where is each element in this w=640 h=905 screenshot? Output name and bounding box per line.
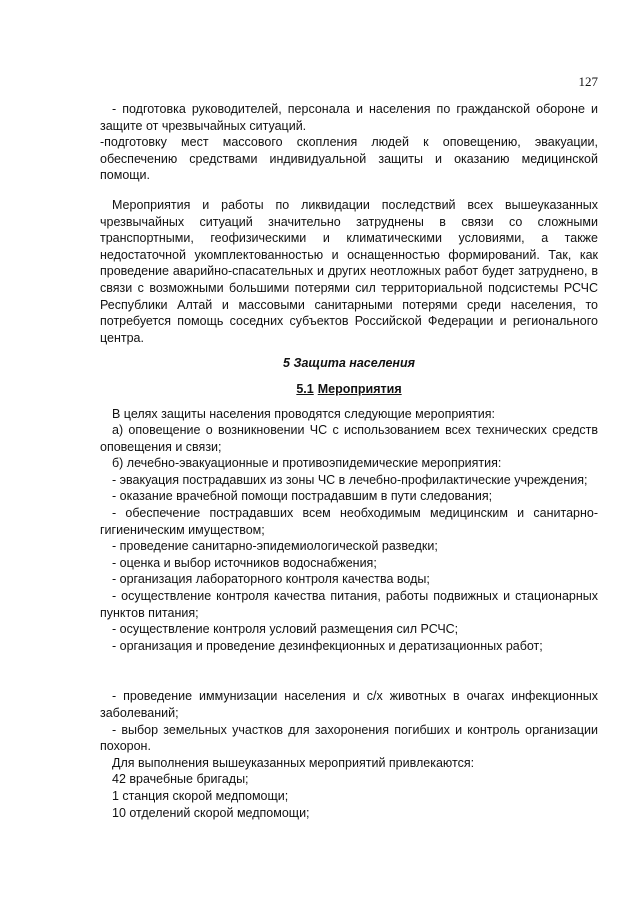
list-item: - эвакуация пострадавших из зоны ЧС в лечебно-профилактические учреждения; — [112, 472, 588, 487]
list-item: - проведение санитарно-эпидемиологической разведки; — [112, 539, 438, 554]
list-item: - оказание врачебной помощи пострадавшим в пути следования; — [112, 489, 493, 504]
list-item: - организация лабораторного контроля качества воды; — [112, 572, 430, 587]
resource-item: 42 врачебные бригады; — [112, 772, 249, 787]
paragraph-preparation: -подготовку мест массового скопления людей к оповещению, эвакуации, обеспечению средствами индивидуальной защиты и оказанию медицинской помощи. — [100, 135, 598, 183]
resource-item: 1 станция скорой медпомощи; — [112, 788, 289, 803]
page-number: 127 — [578, 74, 598, 89]
page-body — [100, 101, 598, 821]
list-item: - обеспечение пострадавших всем необходимым медицинским и санитарно-гигиеническим имуществом; — [100, 506, 598, 537]
list-item: б) лечебно-эвакуационные и противоэпидемические мероприятия: — [112, 456, 502, 471]
list-item: - организация и проведение дезинфекционных и дератизационных работ; — [112, 638, 543, 653]
list-item: - проведение иммунизации населения и с/х животных в очагах инфекционных заболеваний; — [100, 689, 598, 720]
paragraph-training: - подготовка руководителей, персонала и населения по гражданской обороне и защите от чрезвычайных ситуаций. — [100, 102, 598, 133]
list-item: - оценка и выбор источников водоснабжения; — [112, 555, 377, 570]
resources-intro: Для выполнения вышеуказанных мероприятий привлекаются: — [112, 755, 475, 770]
list-item: - осуществление контроля условий размещения сил РСЧС; — [112, 622, 459, 637]
section-heading: 5 Защита населения — [283, 356, 415, 371]
list-item: а) оповещение о возникновении ЧС с использованием всех технических средств оповещения и связи; — [100, 423, 598, 454]
paragraph-liquidation: Мероприятия и работы по ликвидации последствий всех вышеуказанных чрезвычайных ситуаций значительно затруднены в связи со сложными транспортными, геофизическими и климатическими условиями, а также недостаточной укомплектованностью и оснащенностью формирований. Так, как проведение аварийно-спасательных и других неотложных работ будет затруднено, в связи с возможными большими потерями сил территориальной подсистемы РСЧС Республики Алтай и массовыми санитарными потерями среди населения, то потребуется помощь соседних субъектов Российской Федерации и регионального центра. — [100, 197, 598, 345]
measures-intro: В целях защиты населения проводятся следующие мероприятия: — [112, 406, 495, 421]
resource-item: 10 отделений скорой медпомощи; — [112, 805, 310, 820]
list-item: - выбор земельных участков для захоронения погибших и контроль организации похорон. — [100, 722, 598, 754]
list-item: - осуществление контроля качества питания, работы подвижных и стационарных пунктов питания; — [100, 589, 598, 620]
subsection-number: 5.1 — [296, 381, 314, 396]
subsection-title: Мероприятия — [317, 381, 402, 396]
subsection-heading — [100, 381, 598, 398]
